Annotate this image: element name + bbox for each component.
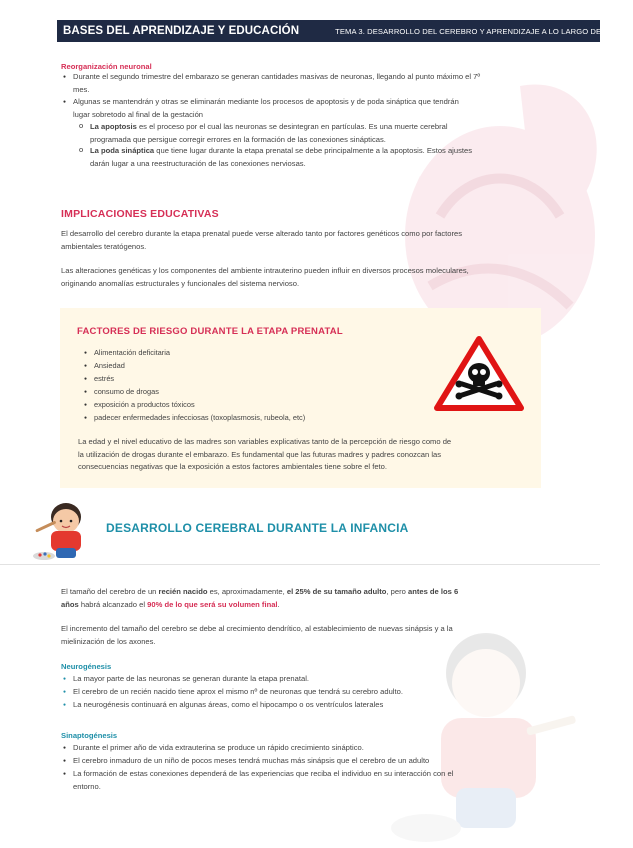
section-title-implicaciones: IMPLICACIONES EDUCATIVAS (61, 208, 219, 220)
list-item: ● La mayor parte de las neuronas se generan durante la etapa prenatal. (73, 673, 309, 686)
paragraph: La edad y el nivel educativo de las madres son variables explicativas tanto de la percepción de riesgo como de la utilización de drogas durante el embarazo. Es fundamental que las futuras madres y padres conozcan las consecuencias negativas que la exposición a estos factores ambientales tiene sobre el feto. (78, 437, 452, 471)
list-item: ● Ansiedad (94, 360, 125, 373)
reorg-title: Reorganización neuronal (61, 62, 152, 71)
list-item: ● Durante el primer año de vida extrauterina se produce un rápido crecimiento sináptico. (73, 742, 364, 755)
list-item: o La poda sináptica que tiene lugar durante la etapa prenatal se debe principalmente a la apoptosis. Estos ajustes darán lugar a una reestructuración de las conexiones nerviosas. (90, 145, 550, 170)
section-title-infancia: DESARROLLO CEREBRAL DURANTE LA INFANCIA (106, 521, 409, 535)
sinaptogenesis-title: Sinaptogénesis (61, 731, 118, 740)
list-item: o La apoptosis es el proceso por el cual las neuronas se desintegran en partículas. Es una muerte cerebral programada que persigue corregir errores en la formación de las conexiones sinápticas. (90, 121, 545, 146)
divider (0, 564, 600, 565)
list-item: ● El cerebro inmaduro de un niño de pocos meses tendrá muchas más sinápsis que el cerebro de un adulto (73, 755, 429, 768)
list-item: ● Durante el segundo trimestre del embarazo se generan cantidades masivas de neuronas, llegando al punto máximo el 7º mes. (73, 71, 543, 96)
risk-factors-title: FACTORES DE RIESGO DURANTE LA ETAPA PRENATAL (77, 326, 343, 337)
course-title: BASES DEL APRENDIZAJE Y EDUCACIÓN (63, 25, 300, 37)
header-bar (57, 20, 633, 42)
list-item: ● La neurogénesis continuará en algunas áreas, como el hipocampo o os ventrículos laterales (73, 699, 383, 712)
paragraph: Las alteraciones genéticas y los componentes del ambiente intrauterino pueden influir en diversos procesos moleculares, originando anomalías estructurales y funcionales del sistema nervioso. (61, 266, 469, 288)
paragraph: El desarrollo del cerebro durante la etapa prenatal puede verse alterado tanto por factores genéticos como por factores ambientales teratógenos. (61, 229, 463, 251)
list-item: ● consumo de drogas (94, 386, 159, 399)
risk-factors-box (60, 308, 541, 488)
list-item: ● La formación de estas conexiones dependerá de las experiencias que reciba el individuo en su interacción con el entorno. (73, 768, 548, 793)
neurogenesis-title: Neurogénesis (61, 662, 112, 671)
watermark-child-illustration (386, 618, 586, 848)
chapter-title: TEMA 3. DESARROLLO DEL CEREBRO Y APRENDIZAJE A LO LARGO DE LA VIDA (335, 26, 633, 36)
list-item: ● Algunas se mantendrán y otras se eliminarán mediante los procesos de apoptosis y de poda sináptica que tendrán lugar sobretodo al final de la gestación (73, 96, 548, 121)
list-item: ● padecer enfermedades infecciosas (toxoplasmosis, rubeola, etc) (94, 412, 305, 425)
warning-skull-icon (434, 335, 524, 412)
paragraph: El tamaño del cerebro de un recién nacido es, aproximadamente, el 25% de su tamaño adulto, pero antes de los 6 años habrá alcanzado el 90% de lo que será su volumen final. (61, 587, 459, 609)
list-item: ● Alimentación deficitaria (94, 347, 170, 360)
list-item: ● estrés (94, 373, 114, 386)
paragraph: El incremento del tamaño del cerebro se debe al crecimiento dendrítico, al establecimiento de nuevas sinápsis y a la mielinización de los axones. (61, 624, 453, 646)
list-item: ● exposición a productos tóxicos (94, 399, 195, 412)
list-item: ● El cerebro de un recién nacido tiene aprox el mismo nº de neuronas que tendrá su cerebro adulto. (73, 686, 403, 699)
child-painting-illustration (30, 497, 102, 563)
